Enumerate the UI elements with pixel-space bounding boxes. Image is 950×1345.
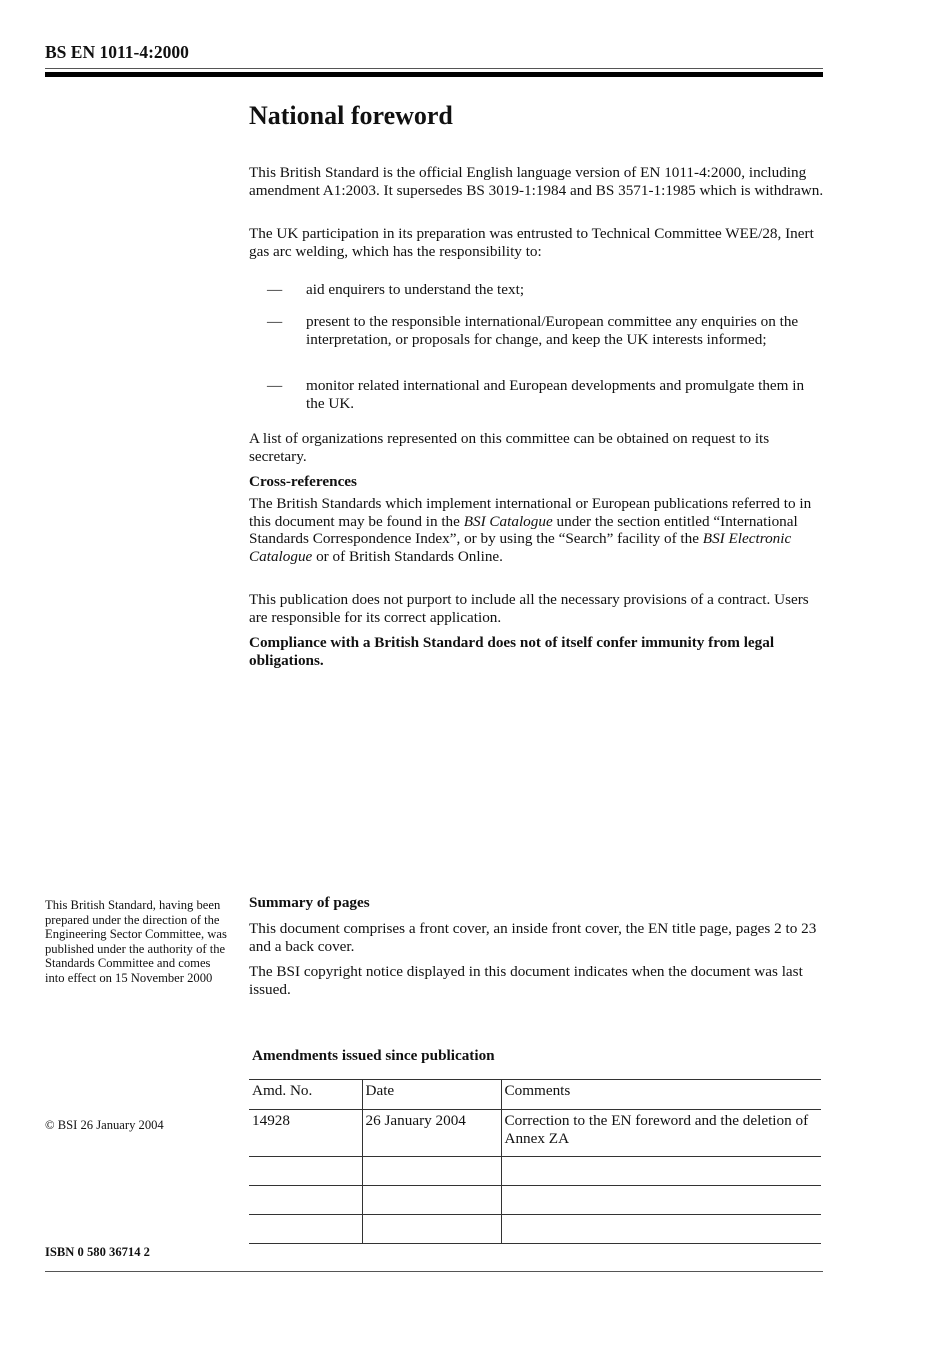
table-row (249, 1157, 821, 1186)
intro-text: This British Standard is the official English language version of EN 1011-4:2000, including amendment A1:2003. It supersedes BS 3019-1:1984 and BS 3571-1:1985 which is withdrawn. (249, 164, 824, 199)
list-item-text: present to the responsible international/European committee any enquiries on the interpretation, or proposals for change, and keep the UK interests informed; (306, 313, 799, 348)
amendment-number-cell (249, 1157, 362, 1186)
committee-list-paragraph (249, 430, 824, 465)
copyright-notice-text: The BSI copyright notice displayed in this document indicates when the document was last issued. (249, 963, 803, 998)
crossref-heading: Cross-references (249, 473, 357, 490)
amendment-comments-cell (501, 1186, 821, 1215)
participation-text: The UK participation in its preparation was entrusted to Technical Committee WEE/28, Inert gas arc welding, which has the responsibility to: (249, 225, 814, 260)
column-header: Amd. No. (249, 1080, 362, 1110)
summary-text: This document comprises a front cover, an inside front cover, the EN title page, pages 2 to 23 and a back cover. (249, 920, 817, 955)
crossref-text-part: The British Standards which implement international or European publications referred to in this document may be found in the (249, 495, 812, 530)
committee-list-text: A list of organizations represented on this committee can be obtained on request to its secretary. (249, 430, 770, 465)
bsi-catalogue-title: BSI Catalogue (463, 512, 553, 530)
amendment-comments-cell: Correction to the EN foreword and the deletion of Annex ZA (501, 1110, 821, 1157)
copyright-line: © BSI 26 January 2004 (45, 1118, 164, 1132)
header-rule-thin (45, 68, 823, 69)
amendment-comments-cell (501, 1215, 821, 1244)
amendment-date-cell (362, 1215, 501, 1244)
amendment-number-cell: 14928 (249, 1110, 362, 1157)
intro-paragraph (249, 164, 824, 199)
footer-rule (45, 1271, 823, 1272)
column-header: Comments (501, 1080, 821, 1110)
list-item-text: monitor related international and European developments and promulgate them in the UK. (306, 377, 805, 412)
column-header: Date (362, 1080, 501, 1110)
crossref-text-part: under the section entitled “International Standards Correspondence Index”, or by using the “Search” facility of the (249, 512, 798, 547)
bullet-dash: — (267, 377, 283, 394)
amendment-number-cell (249, 1215, 362, 1244)
amendment-date-cell (362, 1186, 501, 1215)
provisions-text: This publication does not purport to include all the necessary provisions of a contract. Users are responsible for its correct application. (249, 591, 809, 626)
publication-note: This British Standard, having been prepared under the direction of the Engineering Sector Committee, was published under the authority of the Standards Committee and comes into effect on 15 November 2000 (45, 898, 227, 985)
crossref-paragraph (249, 495, 824, 565)
table-row (249, 1110, 821, 1157)
table-row (249, 1215, 821, 1244)
list-item-text: aid enquirers to understand the text; (306, 281, 525, 298)
table-header-row (249, 1080, 821, 1110)
amendment-date-cell: 26 January 2004 (362, 1110, 501, 1157)
isbn: ISBN 0 580 36714 2 (45, 1245, 150, 1259)
bullet-dash: — (267, 281, 283, 298)
provisions-paragraph (249, 591, 824, 626)
crossref-text-part: or of British Standards Online. (312, 547, 503, 565)
summary-heading: Summary of pages (249, 894, 370, 911)
compliance-statement: Compliance with a British Standard does not of itself confer immunity from legal obligations. (249, 634, 775, 669)
header-rule-thick (45, 72, 823, 77)
amendment-number-cell (249, 1186, 362, 1215)
amendment-date-cell (362, 1157, 501, 1186)
crossref-text (249, 495, 824, 565)
amendments-title: Amendments issued since publication (252, 1047, 495, 1064)
amendment-comments-cell (501, 1157, 821, 1186)
document-id: BS EN 1011-4:2000 (45, 42, 189, 62)
amendments-table (249, 1079, 821, 1244)
bsi-electronic-catalogue-title: BSI Electronic Catalogue (249, 530, 792, 565)
summary-paragraph (249, 920, 824, 955)
participation-paragraph (249, 225, 824, 260)
table-row (249, 1186, 821, 1215)
page-title: National foreword (249, 101, 453, 130)
copyright-notice-paragraph (249, 963, 824, 998)
bullet-dash: — (267, 313, 283, 330)
